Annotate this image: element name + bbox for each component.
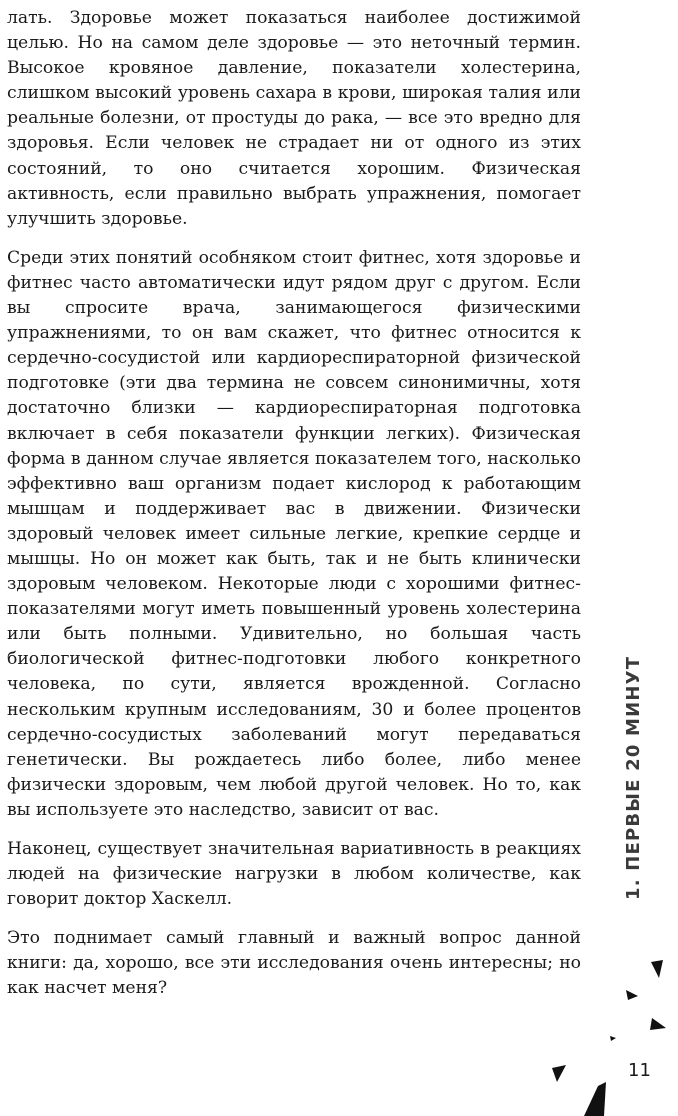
triangle-shape-4	[610, 1036, 616, 1041]
page-body	[7, 6, 581, 1016]
paragraph-1: лать. Здоровье может показаться наиболее достижимой целью. Но на самом деле здоровье — это неточный термин. Высокое кровяное давление, показатели холестерина, слишком высокий уровень сахара в крови, широкая талия или реальные болезни, от простуды до рака, — все это вредно для здоровья. Если человек не страдает ни от одного из этих состояний, то оно считается хорошим. Физическая активность, если правильно выбрать упражнения, помогает улучшить здоровье.	[7, 8, 581, 229]
triangle-shape-2	[626, 990, 638, 1000]
page-number: 11	[628, 1060, 651, 1081]
triangle-shape-5	[552, 1065, 566, 1082]
paragraph-4: Это поднимает самый главный и важный вопрос данной книги: да, хорошо, все эти исследования очень интересны; но как насчет меня?	[7, 928, 581, 999]
chapter-label-text: 1. ПЕРВЫЕ 20 МИНУТ	[623, 655, 644, 900]
triangle-decoration	[540, 950, 678, 1116]
paragraph-3: Наконец, существует значительная вариативность в реакциях людей на физические нагрузки в любом количестве, как говорит доктор Хаскелл.	[7, 839, 581, 910]
triangle-shape-6	[584, 1082, 606, 1116]
paragraph-2: Среди этих понятий особняком стоит фитнес, хотя здоровье и фитнес часто автоматически идут рядом друг с другом. Если вы спросите врача, занимающегося физическими упражнениями, то он вам скажет, что фитнес относится к сердечно-сосудистой или кардиореспираторной физической подготовке (эти два термина не совсем синонимичны, хотя достаточно близки — кардиореспираторная подготовка включает в себя показатели функции легких). Физическая форма в данном случае является показателем того, насколько эффективно ваш организм подает кислород к работающим мышцам и поддерживает вас в движении. Физически здоровый человек имеет сильные легкие, крепкие сердце и мышцы. Но он может как быть, так и не быть клинически здоровым человеком. Некоторые люди с хорошими фитнес-показателями могут иметь повышенный уровень холестерина или быть полными. Удивительно, но большая часть биологической фитнес-подготовки любого конкретного человека, по сути, является врожденной. Согласно нескольким крупным исследованиям, 30 и более процентов сердечно-сосудистых заболеваний могут передаваться генетически. Вы рождаетесь либо более, либо менее физически здоровым, чем любой другой человек. Но то, как вы используете это наследство, зависит от вас.	[7, 247, 581, 820]
triangle-shape-3	[650, 1018, 666, 1030]
triangle-shape-1	[651, 960, 663, 978]
